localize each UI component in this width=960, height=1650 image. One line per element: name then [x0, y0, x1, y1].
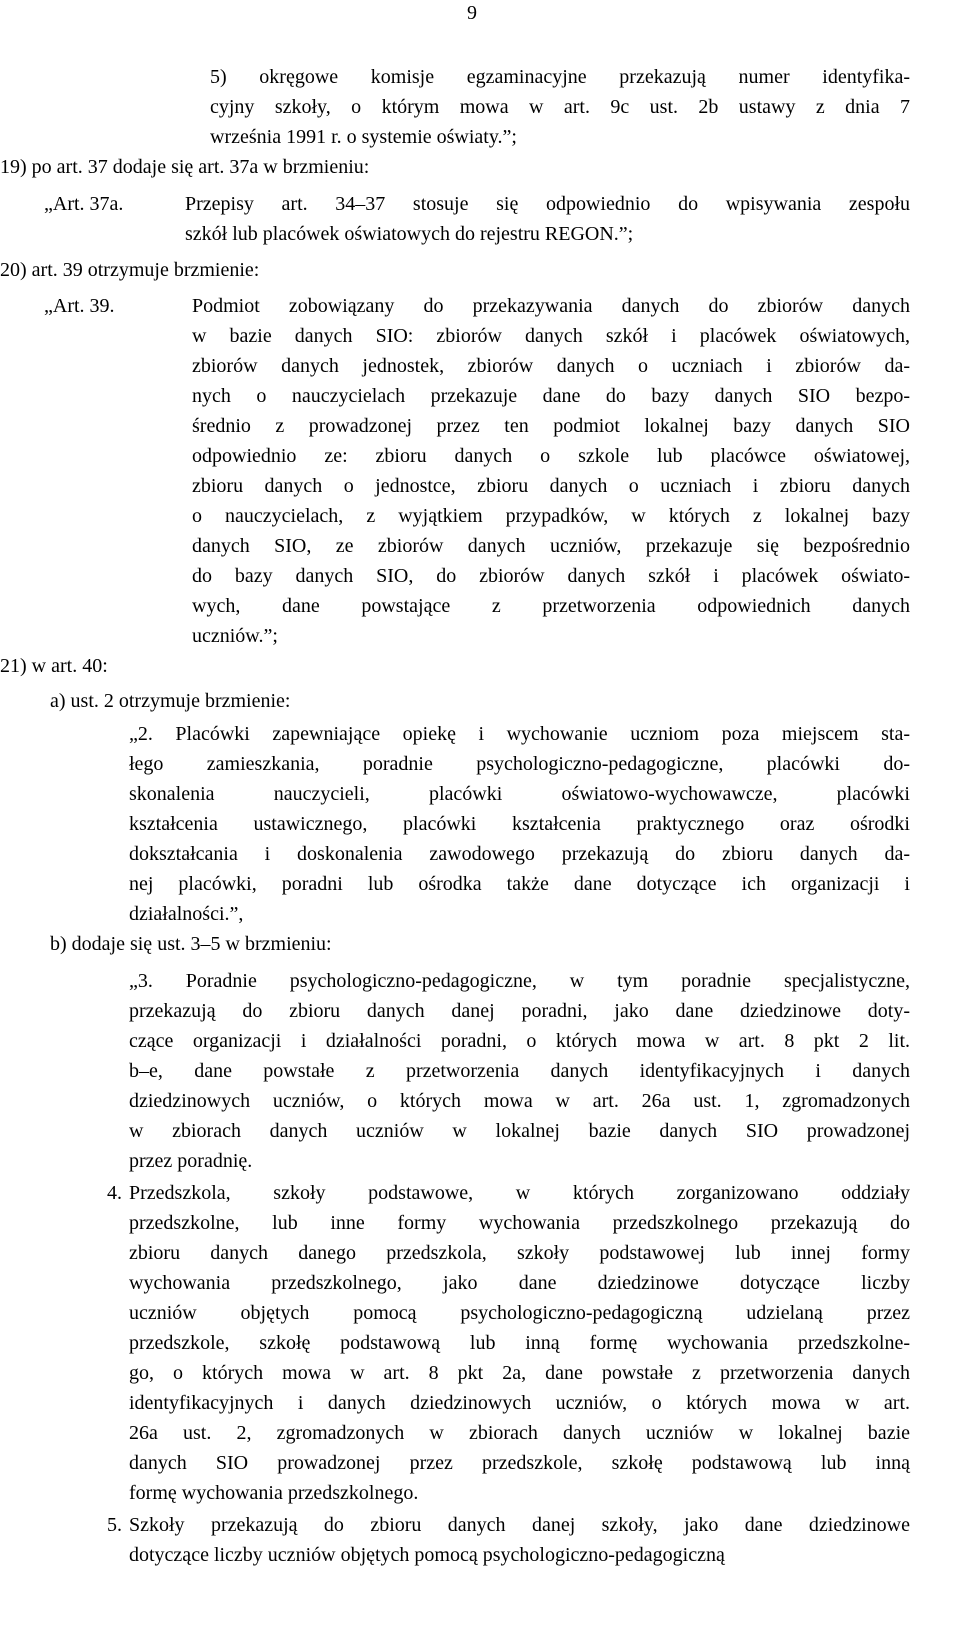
text-line: skonalenia nauczycieli, placówki oświatowo-wychowawcze, placówki	[129, 783, 910, 805]
text-line: w bazie danych SIO: zbiorów danych szkół i placówek oświatowych,	[192, 325, 910, 347]
text-line: zbioru danych o jednostce, zbioru danych o uczniach i zbioru danych	[192, 475, 910, 497]
sub-b-heading: b) dodaje się ust. 3–5 w brzmieniu:	[50, 933, 332, 955]
text-line: identyfikacyjnych i danych dziedzinowych uczniów, o których mowa w art.	[129, 1392, 910, 1414]
text-line: dotyczące liczby uczniów objętych pomocą psychologiczno-pedagogiczną	[129, 1544, 725, 1566]
ust-3-text	[129, 966, 910, 1176]
text-line: dokształcania i doskonalenia zawodowego przekazują do zbioru danych da-	[129, 843, 910, 865]
text-line: danych SIO, ze zbiorów danych uczniów, przekazuje się bezpośrednio	[192, 535, 910, 557]
sub-a-heading: a) ust. 2 otrzymuje brzmienie:	[50, 690, 291, 712]
text-line: go, o których mowa w art. 8 pkt 2a, dane powstałe z przetworzenia danych	[129, 1362, 910, 1384]
text-line: nej placówki, poradni lub ośrodka także dane dotyczące ich organizacji i	[129, 873, 910, 895]
text-line: w zbiorach danych uczniów w lokalnej bazie danych SIO prowadzonej	[129, 1120, 910, 1142]
text-line: wychowania przedszkolnego, jako dane dziedzinowe dotyczące liczby	[129, 1272, 910, 1294]
text-line: nych o nauczycielach przekazuje dane do bazy danych SIO bezpo-	[192, 385, 910, 407]
text-line: przedszkole, szkołę podstawową lub inną formę wychowania przedszkolne-	[129, 1332, 910, 1354]
text-line: danych SIO prowadzonej przez przedszkole, szkołę podstawową lub inną	[129, 1452, 910, 1474]
text-line: zbioru danych danego przedszkola, szkoły podstawowej lub innej formy	[129, 1242, 910, 1264]
text-line: do bazy danych SIO, do zbiorów danych szkół i placówek oświato-	[192, 565, 910, 587]
text-line: b–e, dane powstałe z przetworzenia danych identyfikacyjnych i danych	[129, 1060, 910, 1082]
text-line: września 1991 r. o systemie oświaty.”;	[210, 126, 517, 148]
text-line: czące organizacji i działalności poradni, o których mowa w art. 8 pkt 2 lit.	[129, 1030, 910, 1052]
text-line: 26a ust. 2, zgromadzonych w zbiorach danych uczniów w lokalnej bazie	[129, 1422, 910, 1444]
text-line: przedszkolne, lub inne formy wychowania przedszkolnego przekazują do	[129, 1212, 910, 1234]
point-21-heading: 21) w art. 40:	[0, 655, 108, 677]
item-5-paragraph	[210, 62, 910, 152]
text-line: uczniów objętych pomocą psychologiczno-pedagogiczną udzielaną przez	[129, 1302, 910, 1324]
ust-2-text	[129, 719, 910, 929]
text-line: zbiorów danych jednostek, zbiorów danych o uczniach i zbiorów da-	[192, 355, 910, 377]
text-line: odpowiednio ze: zbioru danych o szkole lub placówce oświatowej,	[192, 445, 910, 467]
text-line: 5) okręgowe komisje egzaminacyjne przekazują numer identyfika-	[210, 66, 910, 88]
text-line: formę wychowania przedszkolnego.	[129, 1482, 419, 1504]
text-line: średnio z prowadzonej przez ten podmiot lokalnej bazy danych SIO	[192, 415, 910, 437]
text-line: wych, dane powstające z przetworzenia odpowiednich danych	[192, 595, 910, 617]
point-20-heading: 20) art. 39 otrzymuje brzmienie:	[0, 259, 260, 281]
art-37a-text	[185, 189, 910, 249]
text-line: Przedszkola, szkoły podstawowe, w których zorganizowano oddziały	[129, 1182, 910, 1204]
art-37a-marker: „Art. 37a.	[44, 193, 124, 215]
text-line: cyjny szkoły, o którym mowa w art. 9c ust. 2b ustawy z dnia 7	[210, 96, 910, 118]
text-line: przekazują do zbioru danych danej poradni, jako dane dziedzinowe doty-	[129, 1000, 910, 1022]
text-line: o nauczycielach, z wyjątkiem przypadków, w których z lokalnej bazy	[192, 505, 910, 527]
ust-4-text	[129, 1178, 910, 1508]
point-19-heading: 19) po art. 37 dodaje się art. 37a w brzmieniu:	[0, 156, 370, 178]
text-line: „3. Poradnie psychologiczno-pedagogiczne, w tym poradnie specjalistyczne,	[129, 970, 910, 992]
text-line: uczniów.”;	[192, 625, 278, 647]
text-line: dziedzinowych uczniów, o których mowa w art. 26a ust. 1, zgromadzonych	[129, 1090, 910, 1112]
ust-5-marker: 5.	[107, 1514, 122, 1536]
text-line: Przepisy art. 34–37 stosuje się odpowiednio do wpisywania zespołu	[185, 193, 910, 215]
page-number: 9	[467, 2, 477, 24]
art-39-text	[192, 291, 910, 651]
text-line: Szkoły przekazują do zbioru danych danej szkoły, jako dane dziedzinowe	[129, 1514, 910, 1536]
text-line: łego zamieszkania, poradnie psychologiczno-pedagogiczne, placówki do-	[129, 753, 910, 775]
text-line: szkół lub placówek oświatowych do rejestru REGON.”;	[185, 223, 634, 245]
text-line: „2. Placówki zapewniające opiekę i wychowanie uczniom poza miejscem sta-	[129, 723, 910, 745]
text-line: przez poradnię.	[129, 1150, 253, 1172]
ust-4-marker: 4.	[107, 1182, 122, 1204]
art-39-marker: „Art. 39.	[44, 295, 115, 317]
text-line: Podmiot zobowiązany do przekazywania danych do zbiorów danych	[192, 295, 910, 317]
text-line: kształcenia ustawicznego, placówki kształcenia praktycznego oraz ośrodki	[129, 813, 910, 835]
ust-5-text	[129, 1510, 910, 1570]
text-line: działalności.”,	[129, 903, 244, 925]
